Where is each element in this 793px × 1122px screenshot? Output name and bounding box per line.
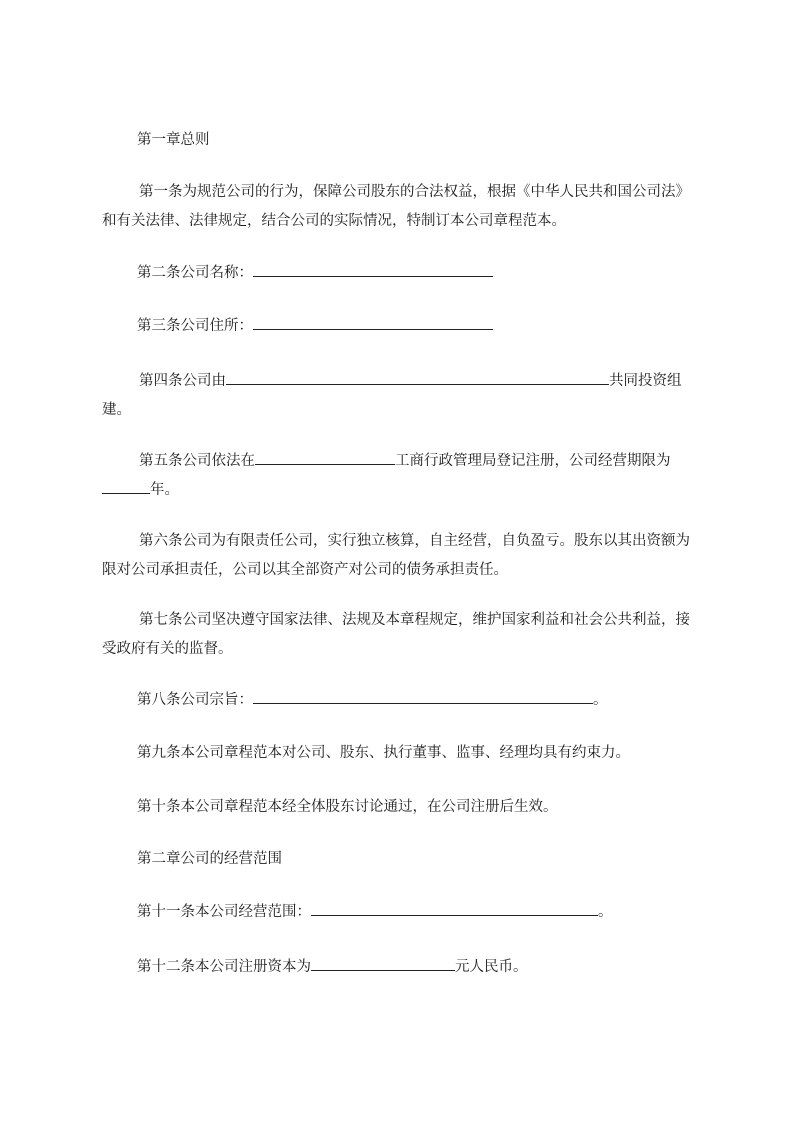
article-9: 第九条本公司章程范本对公司、股东、执行董事、监事、经理均具有约束力。 xyxy=(137,745,630,761)
operating-term-blank xyxy=(102,476,150,494)
chapter-2-heading: 第二章公司的经营范围 xyxy=(137,851,282,867)
article-4-post: 共同投资组建。 xyxy=(102,373,682,418)
article-5-post: 年。 xyxy=(150,482,179,498)
investor-blank-2 xyxy=(354,367,609,385)
article-3-label: 第三条公司住所： xyxy=(137,318,253,334)
business-scope-blank xyxy=(311,898,598,916)
investor-blank-1 xyxy=(226,367,354,385)
article-10: 第十条本公司章程范本经全体股东讨论通过，在公司注册后生效。 xyxy=(137,799,558,815)
article-11-post: 。 xyxy=(598,904,613,920)
article-3 xyxy=(137,312,493,341)
company-name-blank xyxy=(253,259,493,277)
article-12 xyxy=(137,953,528,982)
article-8-label: 第八条公司宗旨： xyxy=(137,692,253,708)
article-5-pre: 第五条公司依法在 xyxy=(139,453,255,469)
article-11 xyxy=(137,898,613,927)
article-12-pre: 第十二条本公司注册资本为 xyxy=(137,959,311,975)
article-8-post: 。 xyxy=(593,692,608,708)
article-1: 第一条为规范公司的行为，保障公司股东的合法权益，根据《中华人民共和国公司法》和有关法律、法律规定，结合公司的实际情况，特制订本公司章程范本。 xyxy=(102,184,690,229)
article-5 xyxy=(102,447,702,505)
article-7: 第七条公司坚决遵守国家法律、法规及本章程规定，维护国家利益和社会公共利益，接受政府有关的监督。 xyxy=(102,612,690,657)
article-2-label: 第二条公司名称： xyxy=(137,265,253,281)
company-purpose-blank xyxy=(253,686,593,704)
article-2 xyxy=(137,259,493,288)
article-4-pre: 第四条公司由 xyxy=(139,373,226,389)
registered-capital-blank xyxy=(311,953,455,971)
article-6: 第六条公司为有限责任公司，实行独立核算，自主经营，自负盈亏。股东以其出资额为限对公司承担责任，公司以其全部资产对公司的债务承担责任。 xyxy=(102,533,690,578)
article-8 xyxy=(137,686,608,715)
chapter-1-heading: 第一章总则 xyxy=(137,132,210,148)
article-4 xyxy=(102,367,702,425)
company-address-blank xyxy=(253,312,493,330)
article-5-mid: 工商行政管理局登记注册，公司经营期限为 xyxy=(395,453,671,469)
article-12-post: 元人民币。 xyxy=(455,959,528,975)
article-11-label: 第十一条本公司经营范围： xyxy=(137,904,311,920)
registration-authority-blank xyxy=(255,447,395,465)
